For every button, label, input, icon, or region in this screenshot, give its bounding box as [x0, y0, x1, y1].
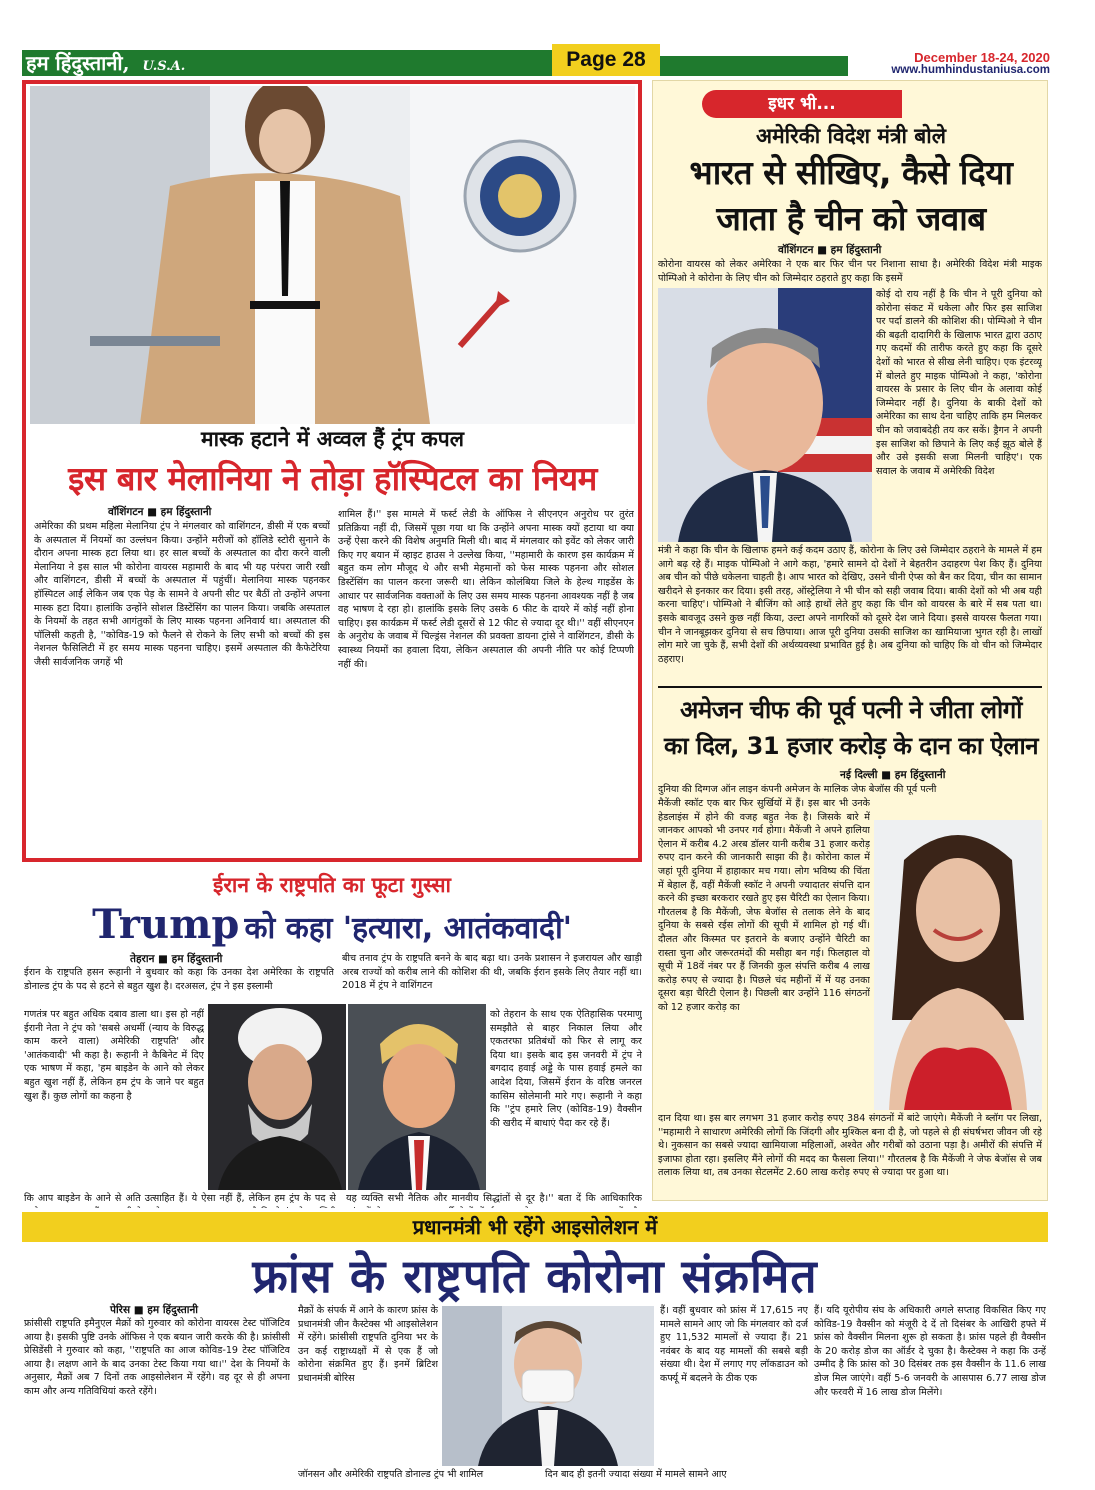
side-divider — [658, 686, 1042, 688]
melania-byline: वॉशिंगटन ■ हम हिंदुस्तानी — [108, 506, 212, 518]
france-illustration — [442, 1306, 654, 1466]
pompeo-byline: वॉशिंगटन ■ हम हिंदुस्तानी — [778, 244, 882, 256]
melania-headline: इस बार मेलानिया ने तोड़ा हॉस्पिटल का नियम — [68, 459, 597, 498]
iran-bottom-left-visible: कि आप बाइडेन के आने से अति उत्साहित हैं। ये ऐसा नहीं हैं, लेकिन हम ट्रंप के पद से — [24, 1193, 336, 1204]
iran-illustration — [208, 1004, 486, 1190]
iran-byline: तेहरान ■ हम हिंदुस्तानी — [130, 953, 223, 965]
france-headline: फ्रांस के राष्ट्रपति कोरोना संक्रमित — [252, 1249, 818, 1303]
france-col-4: हैं। यदि यूरोपीय संघ के अधिकारी अगले सप्ताह विकसित किए गए कोविड-19 वैक्सीन को मंजूरी दे दें तो दिसंबर के आखिरी हफ्ते में फ्रांस को वैक्सीन मिलना शुरू हो सकता है। फ्रांस पहले ही वैक्सीन के 20 करोड़ डोज का ऑर्डर दे चुका है। कैस्टेक्स ने कहा कि उन्हें उम्मीद है कि फ्रांस को 30 दिसंबर तक इस वैक्सीन के 11.6 लाख डोज मिल जाएंगे। वहीं 5-6 जनवरी के आसपास 6.77 लाख डोज और फरवरी में 16 लाख डोज मिलेंगे। — [814, 1305, 1046, 1398]
pompeo-headline-line1: भारत से सीखिए, कैसे दिया — [689, 153, 1013, 192]
melania-kicker: मास्क हटाने में अव्वल हैं ट्रंप कपल — [201, 427, 464, 451]
france-col-3: हैं। वहीं बुधवार को फ्रांस में 17,615 नए मामले सामने आए जो कि मंगलवार को दर्ज हुए 11,532 मामलों से ज्यादा हैं। 21 नवंबर के बाद यह मामलों की सबसे बड़ी संख्या थी। देश में लगाए गए लॉकडाउन को कर्फ्यू में बदलने के ठीक एक — [660, 1305, 808, 1384]
iran-headline-text: को कहा 'हत्यारा, आतंकवादी' — [244, 911, 572, 946]
mackenzie-intro: दुनिया की दिग्गज ऑन लाइन कंपनी अमेजन के मालिक जेफ बेजॉस की पूर्व पत्नी — [658, 784, 937, 795]
mackenzie-photo — [874, 820, 1042, 1110]
france-byline: पेरिस ■ हम हिंदुस्तानी — [110, 1304, 199, 1316]
france-col-1: फ्रांसीसी राष्ट्रपति इमैनुएल मैक्रों को गुरुवार को कोरोना वायरस टेस्ट पॉजिटिव आया है। इसकी पुष्टि उनके ऑफिस ने एक बयान जारी करके की है। फ्रांसीसी प्रेसिडेंसी ने गुरुवार को कहा, ''राष्ट्रपति का आज कोविड-19 टेस्ट पॉजिटिव आया है। लक्षण आने के बाद उनका टेस्ट किया गया था।'' देश के नियमों के अनुसार, मैक्रों अब 7 दिनों तक आइसोलेशन में रहेंगे। वह दूर से ही अपना काम और अन्य गतिविधियां करते रहेंगे। — [24, 1318, 290, 1397]
iran-top-left: ईरान के राष्ट्रपति हसन रूहानी ने बुधवार को कहा कि उनका देश अमेरिका के राष्ट्रपति डोनाल्ड ट्रंप के पद से हटने से बहुत खुश है। दरअसल, ट्रंप ने इस इस्लामी — [24, 967, 334, 992]
iran-photo — [208, 1004, 486, 1190]
france-col-3-bottom: दिन बाद ही इतनी ज्यादा संख्या में मामले सामने आए — [545, 1469, 727, 1480]
pompeo-headline-line2: जाता है चीन को जवाब — [716, 199, 986, 238]
mackenzie-byline: नई दिल्ली ■ हम हिंदुस्तानी — [840, 769, 946, 781]
iran-kicker: ईरान के राष्ट्रपति का फूटा गुस्सा — [213, 873, 451, 897]
pompeo-illustration — [658, 288, 872, 542]
pompeo-intro: कोरोना वायरस को लेकर अमेरिका ने एक बार फिर चीन पर निशाना साधा है। अमेरिकी विदेश मंत्री माइक पोम्पिओ ने कोरोना के लिए चीन को जिम्मेदार ठहराते हुए कहा कि इसमें — [658, 259, 1042, 284]
mackenzie-headline-line2: का दिल, 31 हजार करोड़ के दान का ऐलान — [663, 732, 1039, 760]
iran-wrap-left: गणतंत्र पर बहुत अधिक दबाव डाला था। इस हो नहीं ईरानी नेता ने ट्रंप को 'सबसे अधर्मी (न्याय के विरुद्ध काम करने वाला) अमेरिकी राष्ट्रपति' और 'आतंकवादी' भी कहा है। रूहानी ने कैबिनेट में दिए एक भाषण में कहा, 'हम बाइडेन के आने को लेकर बहुत खुश नहीं हैं, लेकिन हम ट्रंप के जाने पर बहुत खुश हैं। कुछ लोगों का कहना है — [24, 1009, 204, 1102]
france-photo — [442, 1306, 654, 1466]
iran-headline-trump: Trump — [92, 901, 240, 948]
website-link[interactable]: www.humhindustaniusa.com — [891, 64, 1050, 76]
iran-top-right: बीच तनाव ट्रंप के राष्ट्रपति बनने के बाद बढ़ा था। उनके प्रशासन ने इजरायल और खाड़ी अरब राज्यों को करीब लाने की कोशिश की थी, जबकि ईरान इसके लिए तैयार नहीं था। 2018 में ट्रंप ने वाशिंगटन — [342, 953, 642, 992]
pompeo-rest: मंत्री ने कहा कि चीन के खिलाफ हमने कई कदम उठाए हैं, कोरोना के लिए उसे जिम्मेदार ठहराने के मामले में हम आगे बढ़ रहे हैं। माइक पोम्पिओ ने आगे कहा, 'हमारे सामने दो देशों ने बेहतरीन उदाहरण पेश किए हैं। दुनिया अब चीन को पीछे धकेलना चाहती है। आप भारत को देखिए, उसने चीनी ऐप्स को बैन कर दिया, चीन का सामान खरीदने से इनकार कर दिया। इसी तरह, ऑस्ट्रेलिया ने भी चीन को सही जवाब दिया। बाकी देशों को भी अब यही करना चाहिए'। पोम्पिओ ने बीजिंग को आड़े हाथों लेते हुए कहा कि चीन को वायरस के बारे में सब पता था। इसके बावजूद उसने कुछ नहीं किया, उल्टा अपने नागरिकों को दूसरे देश जाने दिया। इससे वायरस फैलता गया। चीन ने जानबूझकर दुनिया से सच छिपाया। आज पूरी दुनिया उसकी साजिश का खामियाजा भुगत रही है। लाखों लोग मारे जा चुके हैं, सभी देशों की अर्थव्यवस्था प्रभावित हुई है। अब दुनिया को चाहिए कि वो चीन को जिम्मेदार ठहराए। — [658, 545, 1042, 665]
mackenzie-wrap: मैकेंजी स्कॉट एक बार फिर सुर्खियों में हैं। इस बार भी उनके हेडलाइंस में होने की वजह बहुत नेक है। जिसके बारे में जानकर आपको भी उनपर गर्व होगा। मैकेंजी ने अपने हालिया ऐलान में करीब 4.2 अरब डॉलर यानी करीब 31 हजार करोड़ रुपए दान करने की जानकारी साझा की है। कोरोना काल में जहां पूरी दुनिया में हाहाकार मच गया। लोग भविष्य की चिंता में बेहाल हैं, वहीं मैकेंजी स्कॉट ने अपनी ज्यादातर संपत्ति दान करने की इच्छा बरकरार रखते हुए इस चैरिटी का ऐलान किया। गौरतलब है कि मैकेंजी, जेफ बेजॉस से तलाक लेने के बाद दुनिया के सबसे रईस लोगों की सूची में शामिल हो गई थीं। दौलत और किस्मत पर इतराने के बजाए उन्होंने चैरिटी का रास्ता चुना और जरूरतमंदों की मसीहा बन गई। फिलहाल वो सूची में 18वें नंबर पर हैं जिनकी कुल संपत्ति करीब 4 लाख करोड़ रुपए से ज्यादा है। पिछले चंद महीनों में में यह उनका दूसरा बड़ा चैरिटी ऐलान है। पिछली बार उन्होंने 116 संगठनों को 12 हजार करोड़ का — [658, 798, 870, 1013]
issue-date: December 18-24, 2020 — [914, 50, 1050, 65]
melania-col-2: शामिल हैं।'' इस मामले में फर्स्ट लेडी के ऑफिस ने सीएनएन अनुरोध पर तुरंत प्रतिक्रिया नहीं दी, जिसमें पूछा गया था कि उन्होंने अपना मास्क क्यों हटाया था क्या उन्हें ऐसा करने की विशेष अनुमति मिली थी। बाद में मंगलवार को इवेंट को लेकर जारी किए गए बयान में व्हाइट हाउस ने उल्लेख किया, ''महामारी के कारण इस कार्यक्रम में बहुत कम लोग मौजूद थे और सभी मेहमानों को फेस मास्क पहनना और सोशल डिस्टेंसिंग का पालन करना जरूरी था। लेकिन कोलंबिया जिले के हेल्थ गाइडेंस के आधार पर सार्वजनिक वक्ताओं के लिए उस समय मास्क पहनना आवश्यक नहीं है जब वह भाषण दे रहा हो। हालांकि इसके लिए उसके 6 फीट के दायरे में कोई नहीं होना चाहिए। इस कार्यक्रम में फर्स्ट लेडी दूसरों से 12 फीट से ज्यादा दूर थी।'' वहीं सीएनएन के अनुरोध के जवाब में चिल्ड्रंस नेशनल की प्रवक्ता डायना ट्रांसे ने वाशिंगटन, डीसी के स्वास्थ्य नियमों का हवाला दिया, लेकिन अस्पताल की अपनी नीति पर कोई टिप्पणी नहीं की। — [338, 509, 634, 670]
side-banner: इधर भी... — [702, 90, 902, 118]
edition: U.S.A. — [142, 59, 186, 74]
pompeo-photo — [658, 288, 872, 542]
pompeo-wrap: कोई दो राय नहीं है कि चीन ने पूरी दुनिया को कोरोना संकट में धकेला और फिर इस साजिश पर पर्दा डालने की कोशिश की। पोम्पिओ ने चीन की बढ़ती दादागिरी के खिलाफ भारत द्वारा उठाए गए कदमों की तारीफ करते हुए कहा कि दूसरे देशों को भारत से सीख लेनी चाहिए। एक इंटरव्यू में बोलते हुए माइक पोम्पिओ ने कहा, 'कोरोना वायरस के प्रसार के लिए चीन के अलावा कोई जिम्मेदार नहीं है। दुनिया के बाकी देशों को अमेरिका का साथ देना चाहिए ताकि हम मिलकर चीन को जवाबदेही तय कर सकें। ड्रैगन ने अपनी इस साजिश को छिपाने के लिए कई झूठ बोले हैं और उसे इसकी सजा मिलनी चाहिए'। एक सवाल के जवाब में अमेरिकी विदेश — [876, 289, 1042, 477]
page-label: Page 28 — [552, 44, 660, 76]
iran-bottom-right-visible: यह व्यक्ति सभी नैतिक और मानवीय सिद्धांतों से दूर है।'' बता दें कि आधिकारिक — [346, 1193, 642, 1204]
melania-photo — [30, 86, 635, 424]
france-kicker: प्रधानमंत्री भी रहेंगे आइसोलेशन में — [412, 1215, 658, 1239]
melania-illustration — [30, 86, 635, 424]
iran-wrap-right: को तेहरान के साथ एक ऐतिहासिक परमाणु समझौते से बाहर निकाल लिया और एकतरफा प्रतिबंधों को फिर से लागू कर दिया था। इसके बाद इस जनवरी में ट्रंप ने बगदाद हवाई अड्डे के पास हवाई हमले का आदेश दिया, जिसमें ईरान के वरिष्ठ जनरल कासिम सोलेमानी मारे गए। रूहानी ने कहा कि ''ट्रंप हमारे लिए (कोविड-19) वैक्सीन की खरीद में बाधाएं पैदा कर रहे हैं। — [490, 1009, 642, 1129]
mackenzie-headline-line1: अमेजन चीफ की पूर्व पत्नी ने जीता लोगों — [680, 696, 1022, 724]
france-col-2: मैक्रों के संपर्क में आने के कारण फ्रांस के प्रधानमंत्री जीन कैस्टेक्स भी आइसोलेशन में रहेंगे। फ्रांसीसी राष्ट्रपति दुनिया भर के उन कई राष्ट्राध्यक्षों में से एक हैं जो कोरोना संक्रमित हुए हैं। इनमें ब्रिटिश प्रधानमंत्री बोरिस — [298, 1305, 438, 1384]
mackenzie-illustration — [874, 820, 1042, 1110]
pompeo-kicker: अमेरिकी विदेश मंत्री बोले — [756, 124, 946, 148]
masthead — [0, 0, 1095, 80]
france-col-2-bottom: जॉनसन और अमेरिकी राष्ट्रपति डोनाल्ड ट्रंप भी शामिल — [298, 1469, 484, 1480]
mackenzie-rest: दान दिया था। इस बार लगभग 31 हजार करोड़ रुपए 384 संगठनों में बांटे जाएंगे। मैकेंजी ने ब्लॉग पर लिखा, ''महामारी ने साधारण अमेरिकी लोगों कि जिंदगी और मुश्किल बना दी है, जो पहले से ही संघर्षभरा जीवन जी रहे थे। नुकसान का सबसे ज्यादा खामियाजा महिलाओं, अश्वेत और गरीबों को उठाना पड़ा है। अमीरों की संपत्ति में इजाफा होता रहा। इसलिए मैंने लोगों की मदद का फैसला लिया।'' गौरतलब है कि मैकेंजी ने जेफ बेजॉस से जब तलाक लिया था, तब उनका सेटलमेंट 2.60 लाख करोड़ रुपए से ज्यादा पर हुआ था। — [658, 1113, 1042, 1179]
masthead-bar-right — [658, 56, 848, 76]
iran-headline — [22, 900, 642, 950]
paper-name: हम हिंदुस्तानी, U.S.A. — [26, 51, 186, 75]
melania-col-1: अमेरिका की प्रथम महिला मेलानिया ट्रंप ने मंगलवार को वाशिंगटन, डीसी में एक बच्चों के अस्पताल में नियमों का उल्लंघन किया। उन्होंने मरीजों को हॉलिडे स्टोरी सुनाने के दौरान अपना मास्क हटा लिया था। हर साल बच्चों के अस्पताल का दौरा करने वाली मेलानिया ने इस साल भी कोरोना वायरस महामारी के बाद भी यह परंपरा जारी रखी और वाशिंगटन, डीसी में बच्चों के अस्पताल में पहुंचीं। मेलानिया मास्क पहनकर हॉस्पिटल आईं लेकिन जब एक पेड़ के सामने वे अपनी सीट पर बैठीं तो उन्होंने अपना मास्क हटा दिया। हालांकि उन्होंने सोशल डिस्टेंसिंग का पालन किया। जबकि अस्पताल के नियमों के तहत सभी आगंतुकों के लिए मास्क पहनना अनिवार्य था। अस्पताल की पॉलिसी कहती है, ''कोविड-19 को फैलने से रोकने के लिए सभी को बच्चों की इस नेशनल फैसिलिटी में हर समय मास्क पहनना चाहिए। इसमें अस्पताल की कैफेटेरिया जैसी सार्वजनिक जगहें भी — [34, 521, 330, 668]
